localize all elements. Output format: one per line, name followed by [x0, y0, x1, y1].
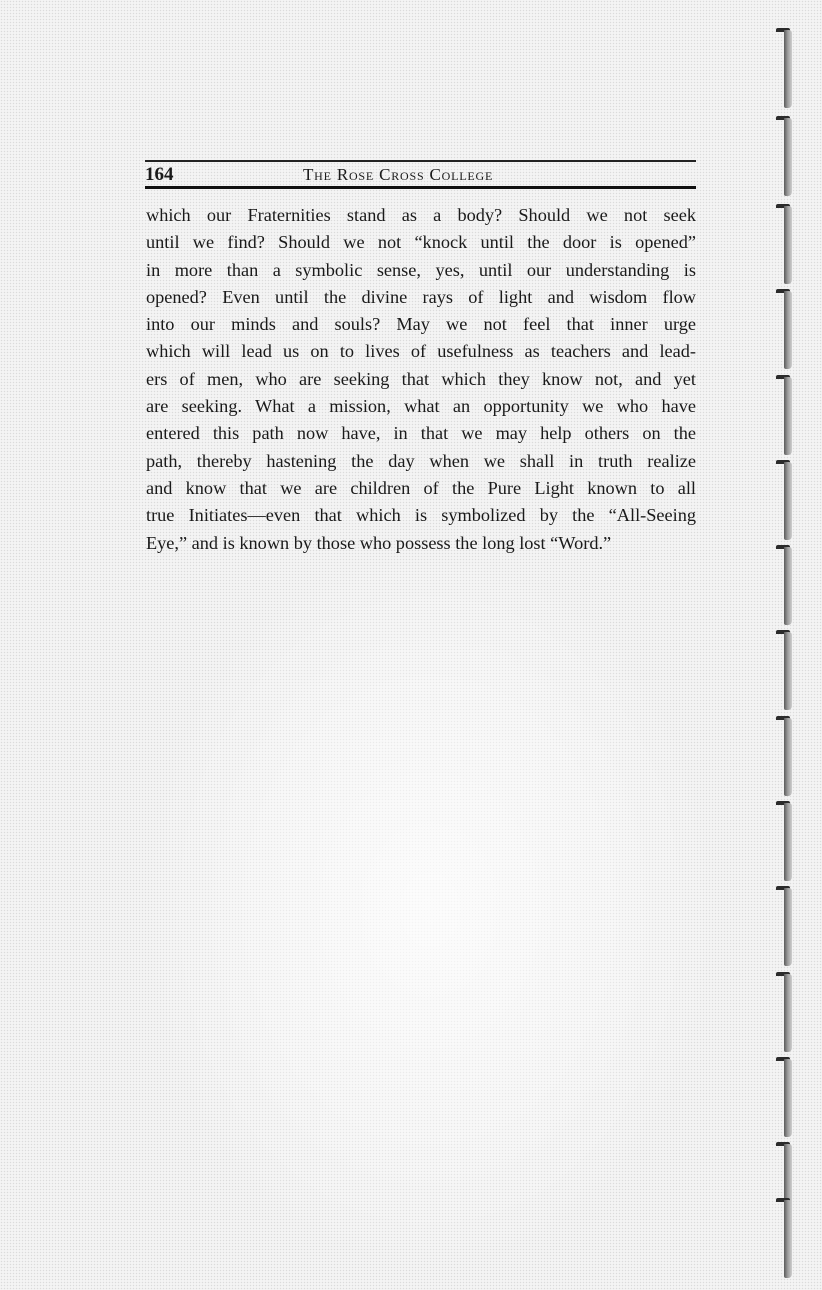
text-line: true Initiates—even that which is symbolized by the “All-Seeing [146, 505, 696, 526]
binding-ring [776, 1198, 796, 1280]
header-rule-bottom [145, 186, 696, 189]
binding-ring [776, 801, 796, 883]
text-line: entered this path now have, in that we may help others on the [146, 423, 696, 444]
text-line: ers of men, who are seeking that which they know not, and yet [146, 368, 696, 389]
text-line: and know that we are children of the Pure Light known to all [146, 477, 696, 498]
binding-ring [776, 716, 796, 798]
running-title: The Rose Cross College [303, 165, 494, 184]
page-header [145, 160, 696, 194]
text-line: which our Fraternities stand as a body? Should we not seek [146, 205, 696, 225]
body-paragraph [146, 202, 696, 557]
text-line: which will lead us on to lives of usefulness as teachers and lead- [146, 341, 696, 362]
page-number: 164 [145, 164, 174, 185]
binding-ring [776, 28, 796, 110]
binding-ring [776, 972, 796, 1054]
text-line: into our minds and souls? May we not feel that inner urge [146, 314, 696, 335]
text-line: opened? Even until the divine rays of light and wisdom flow [146, 286, 696, 307]
binding-ring [776, 630, 796, 712]
text-line: until we find? Should we not “knock until the door is opened” [146, 232, 696, 253]
binding-ring [776, 460, 796, 542]
header-rule-top [145, 160, 696, 162]
text-line: path, thereby hastening the day when we shall in truth realize [146, 450, 696, 471]
binding-ring [776, 545, 796, 627]
text-line: are seeking. What a mission, what an opportunity we who have [146, 396, 696, 417]
binding-ring [776, 886, 796, 968]
binding-ring [776, 1057, 796, 1139]
binding-ring [776, 289, 796, 371]
binding-ring [776, 375, 796, 457]
binding-ring [776, 204, 796, 286]
binding-ring [776, 116, 796, 198]
text-line: in more than a symbolic sense, yes, until our understanding is [146, 259, 696, 280]
text-line: Eye,” and is known by those who possess the long lost “Word.” [146, 532, 612, 553]
paper-texture [150, 560, 710, 1260]
